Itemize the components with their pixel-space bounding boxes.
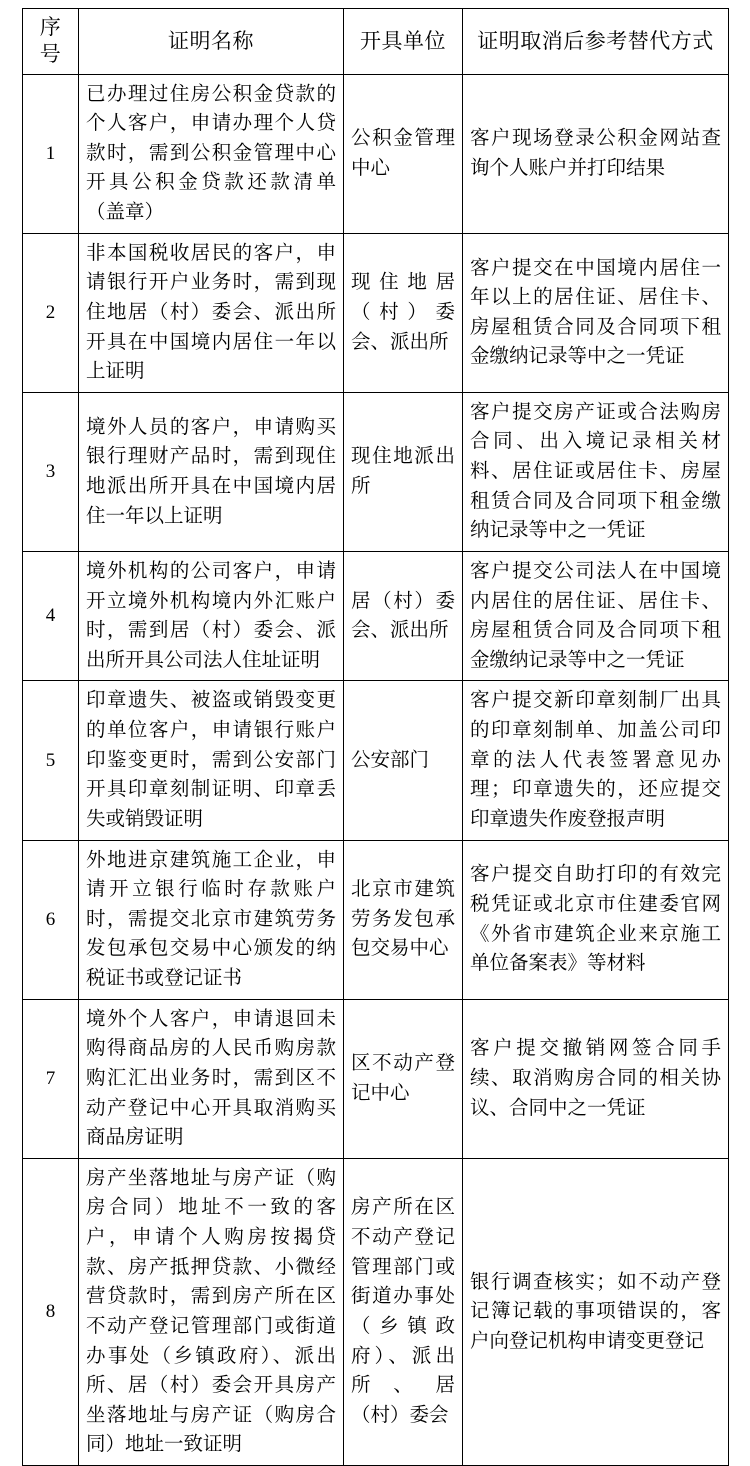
cell-certificate-name: 房产坐落地址与房产证（购房合同）地址不一致的客户，申请个人购房按揭贷款、房产抵押贷款、小微经营贷款时，需到房产所在区不动产登记管理部门或街道办事处（乡镇政府）、派出所、居（村）委会开具房产坐落地址与房产证（购房合同）地址一致证明 (79, 1158, 344, 1465)
column-header-name: 证明名称 (79, 9, 344, 75)
cell-seq: 1 (23, 74, 79, 233)
table-row (23, 999, 729, 1158)
cell-issuing-organization: 现住地派出所 (344, 392, 463, 551)
cell-seq: 3 (23, 392, 79, 551)
cell-alternative-method: 客户提交房产证或合法购房合同、出入境记录相关材料、居住证或居住卡、房屋租赁合同及合同项下租金缴纳记录等中之一凭证 (463, 392, 729, 551)
cell-alternative-method: 客户提交自助打印的有效完税凭证或北京市住建委官网《外省市建筑企业来京施工单位备案表》等材料 (463, 840, 729, 999)
column-header-org: 开具单位 (344, 9, 463, 75)
cell-certificate-name: 境外机构的公司客户，申请开立境外机构境内外汇账户时，需到居（村）委会、派出所开具公司法人住址证明 (79, 551, 344, 681)
cell-seq: 5 (23, 681, 79, 840)
table-row (23, 392, 729, 551)
table-row (23, 681, 729, 840)
certificate-cancellation-table (22, 8, 729, 1466)
cell-seq: 7 (23, 999, 79, 1158)
cell-issuing-organization: 北京市建筑劳务发包承包交易中心 (344, 840, 463, 999)
cell-issuing-organization: 区不动产登记中心 (344, 999, 463, 1158)
cell-certificate-name: 印章遗失、被盗或销毁变更的单位客户，申请银行账户印鉴变更时，需到公安部门开具印章刻制证明、印章丢失或销毁证明 (79, 681, 344, 840)
cell-certificate-name: 境外个人客户，申请退回未购得商品房的人民币购房款购汇汇出业务时，需到区不动产登记中心开具取消购买商品房证明 (79, 999, 344, 1158)
cell-alternative-method: 客户现场登录公积金网站查询个人账户并打印结果 (463, 74, 729, 233)
table-row (23, 233, 729, 392)
cell-certificate-name: 外地进京建筑施工企业，申请开立银行临时存款账户时，需提交北京市建筑劳务发包承包交易中心颁发的纳税证书或登记证书 (79, 840, 344, 999)
cell-issuing-organization: 房产所在区不动产登记管理部门或街道办事处（乡镇政府）、派出所、居（村）委会 (344, 1158, 463, 1465)
cell-seq: 8 (23, 1158, 79, 1465)
cell-issuing-organization: 居（村）委会、派出所 (344, 551, 463, 681)
cell-alternative-method: 客户提交撤销网签合同手续、取消购房合同的相关协议、合同中之一凭证 (463, 999, 729, 1158)
table-row (23, 74, 729, 233)
cell-alternative-method: 客户提交在中国境内居住一年以上的居住证、居住卡、房屋租赁合同及合同项下租金缴纳记录等中之一凭证 (463, 233, 729, 392)
cell-issuing-organization: 公安部门 (344, 681, 463, 840)
column-header-alt: 证明取消后参考替代方式 (463, 9, 729, 75)
cell-seq: 4 (23, 551, 79, 681)
cell-alternative-method: 客户提交新印章刻制厂出具的印章刻制单、加盖公司印章的法人代表签署意见办理；印章遗失的，还应提交印章遗失作废登报声明 (463, 681, 729, 840)
cell-certificate-name: 非本国税收居民的客户，申请银行开户业务时，需到现住地居（村）委会、派出所开具在中国境内居住一年以上证明 (79, 233, 344, 392)
table-row (23, 840, 729, 999)
cell-alternative-method: 客户提交公司法人在中国境内居住的居住证、居住卡、房屋租赁合同及合同项下租金缴纳记录等中之一凭证 (463, 551, 729, 681)
cell-seq: 6 (23, 840, 79, 999)
column-header-seq: 序号 (23, 9, 79, 75)
cell-certificate-name: 境外人员的客户，申请购买银行理财产品时，需到现住地派出所开具在中国境内居住一年以上证明 (79, 392, 344, 551)
cell-seq: 2 (23, 233, 79, 392)
cell-issuing-organization: 现住地居（村）委会、派出所 (344, 233, 463, 392)
cell-alternative-method: 银行调查核实；如不动产登记簿记载的事项错误的，客户向登记机构申请变更登记 (463, 1158, 729, 1465)
table-header (23, 9, 729, 75)
table-body (23, 74, 729, 1466)
table-row (23, 551, 729, 681)
table-header-row (23, 9, 729, 75)
cell-certificate-name: 已办理过住房公积金贷款的个人客户，申请办理个人贷款时，需到公积金管理中心开具公积金贷款还款清单（盖章） (79, 74, 344, 233)
cell-issuing-organization: 公积金管理中心 (344, 74, 463, 233)
table-row (23, 1158, 729, 1465)
